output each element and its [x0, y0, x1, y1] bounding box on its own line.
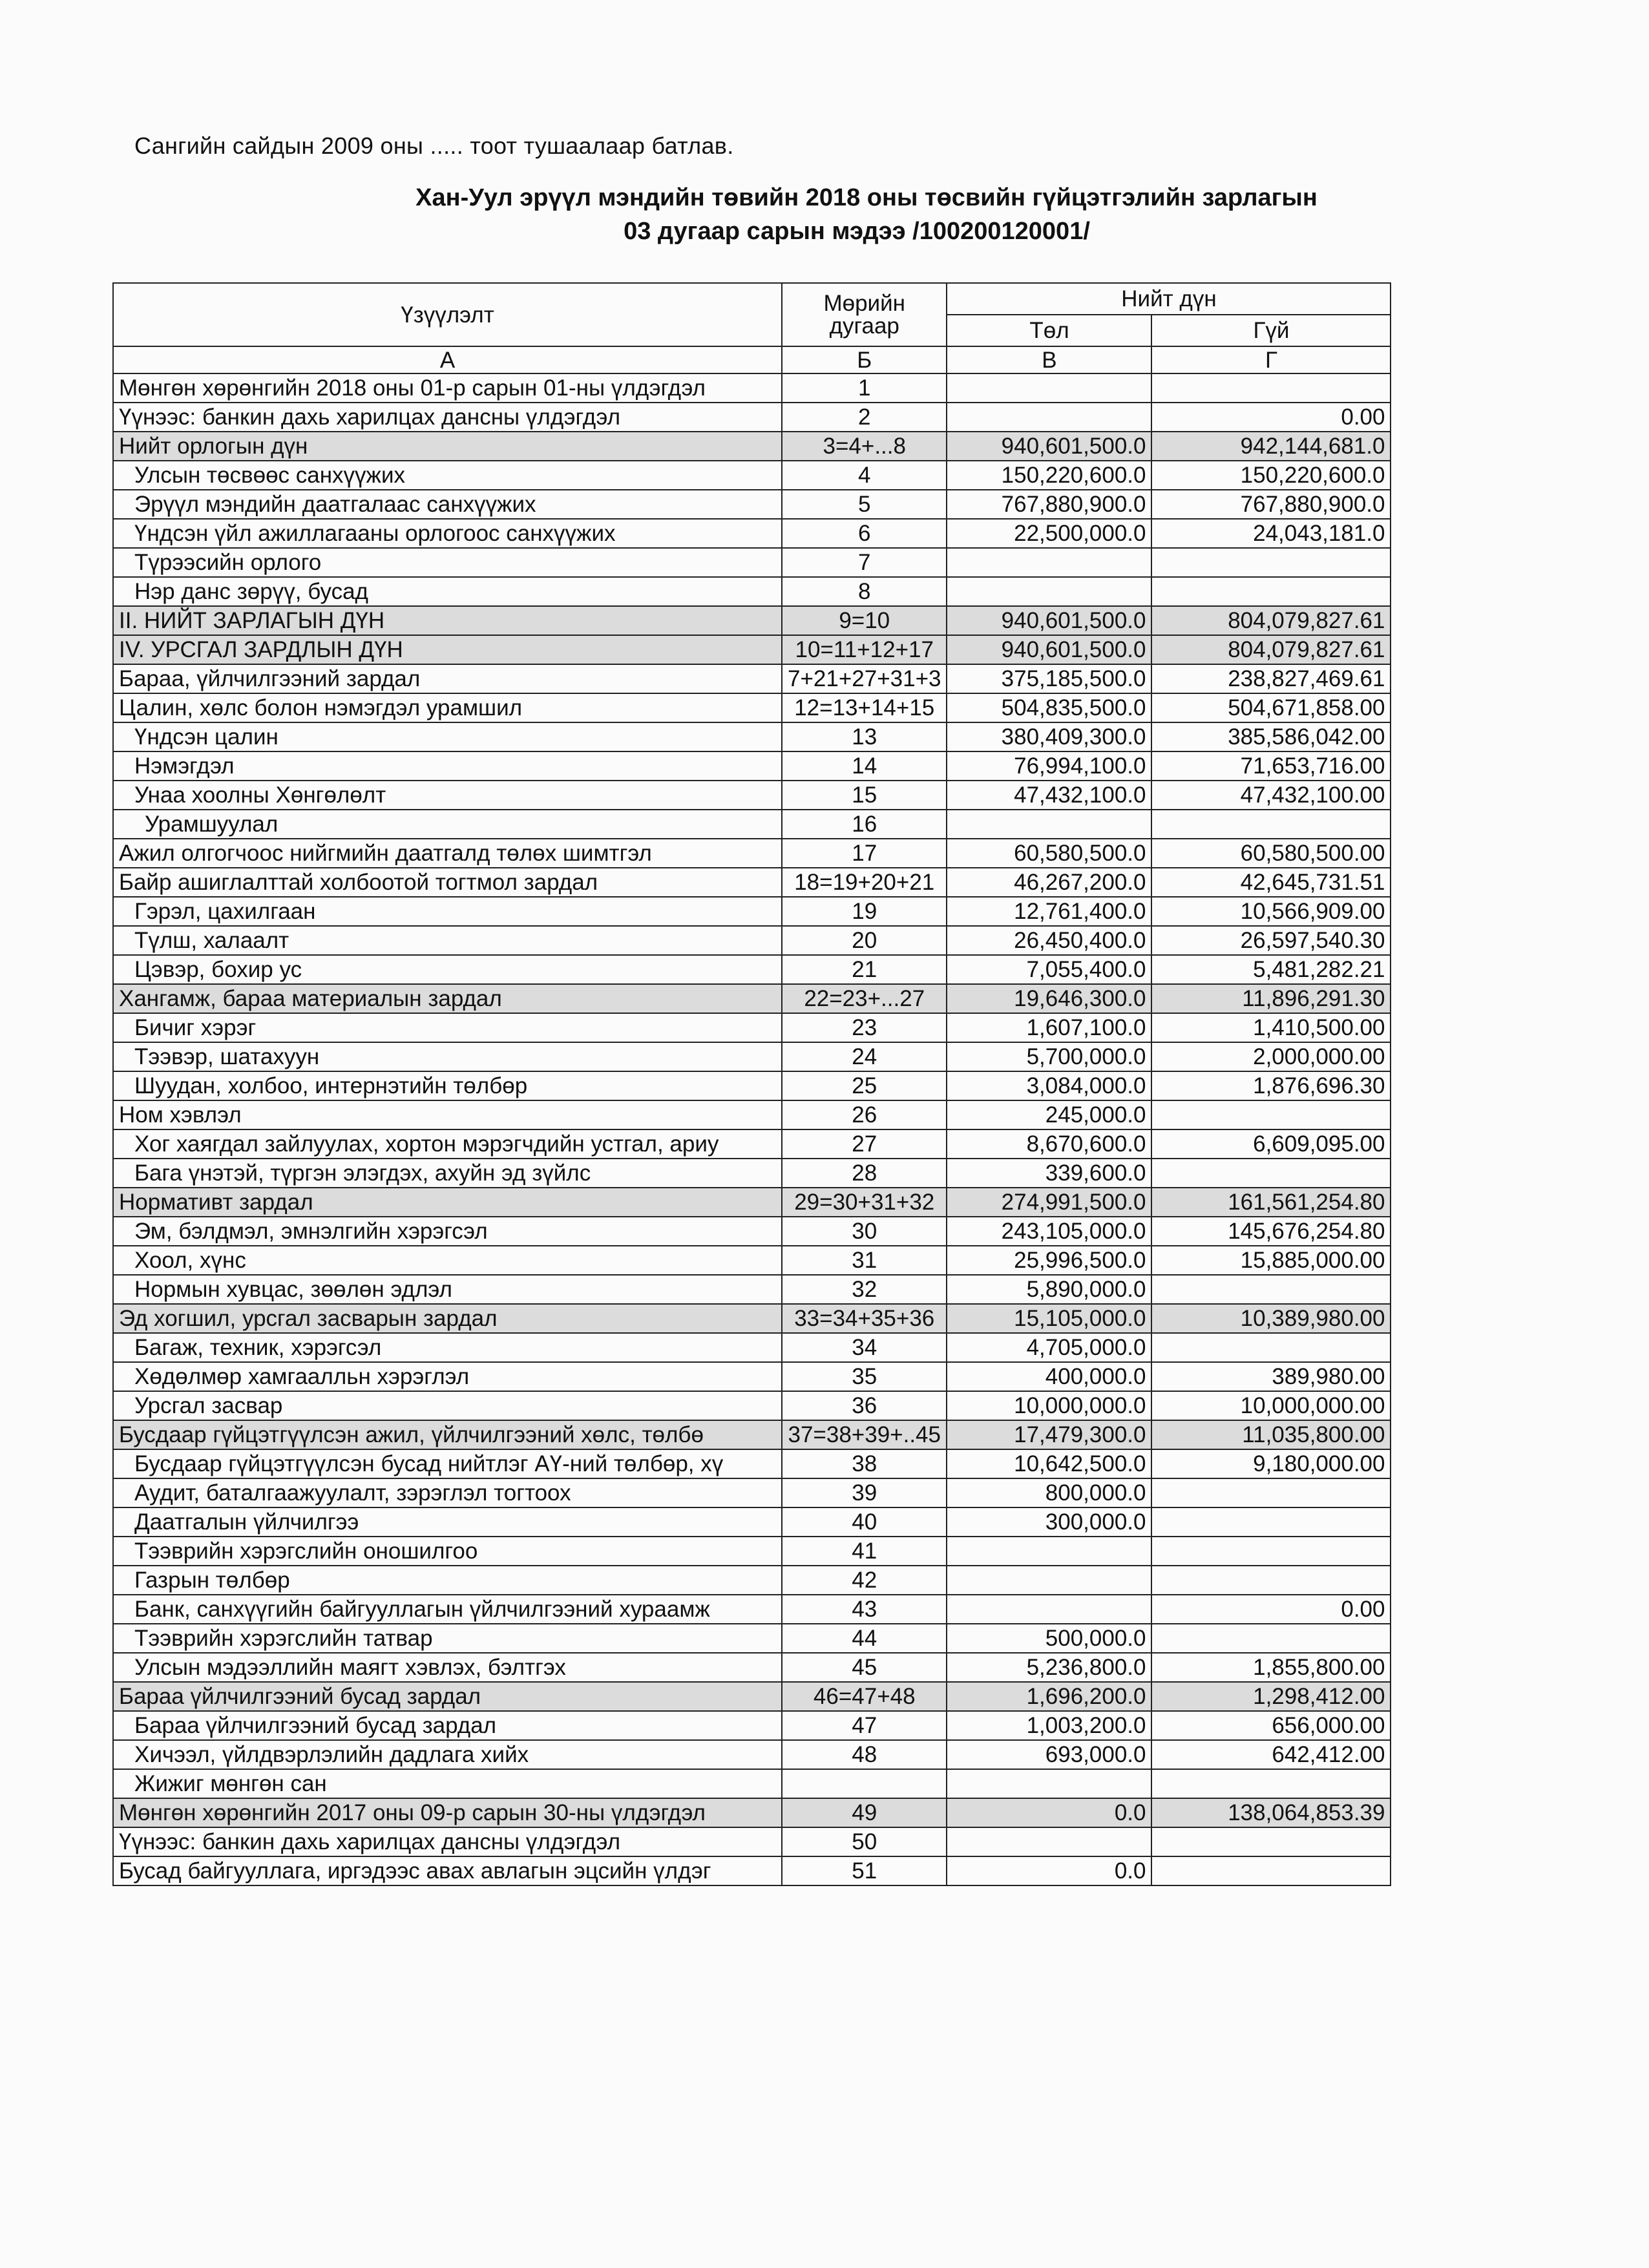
row-plan-value: [947, 1566, 1151, 1595]
row-name: Мөнгөн хөрөнгийн 2017 оны 09-р сарын 30-ны үлдэгдэл: [113, 1798, 782, 1827]
table-row: [113, 1653, 1391, 1682]
row-actual-value: 145,676,254.80: [1151, 1217, 1391, 1246]
table-row: [113, 839, 1391, 868]
header-row-number: Мөрийн дугаар: [782, 283, 947, 346]
row-name: Хоол, хүнс: [113, 1246, 782, 1275]
row-number: 28: [782, 1159, 947, 1188]
row-name: Бусдаар гүйцэтгүүлсэн ажил, үйлчилгээний хөлс, төлбө: [113, 1420, 782, 1449]
row-actual-value: [1151, 373, 1391, 403]
row-name: Ном хэвлэл: [113, 1100, 782, 1129]
row-actual-value: 0.00: [1151, 1595, 1391, 1624]
row-plan-value: [947, 1769, 1151, 1798]
row-number: 4: [782, 461, 947, 490]
row-name: Эрүүл мэндийн даатгалаас санхүүжих: [113, 490, 782, 519]
row-plan-value: 274,991,500.0: [947, 1188, 1151, 1217]
table-row: [113, 868, 1391, 897]
row-number: 31: [782, 1246, 947, 1275]
table-row: [113, 432, 1391, 461]
table-row: [113, 1188, 1391, 1217]
row-number: 10=11+12+17: [782, 635, 947, 664]
row-number: 22=23+...27: [782, 984, 947, 1013]
row-plan-value: 47,432,100.0: [947, 781, 1151, 810]
row-plan-value: 19,646,300.0: [947, 984, 1151, 1013]
row-name: Газрын төлбөр: [113, 1566, 782, 1595]
table-row: [113, 693, 1391, 722]
row-actual-value: [1151, 1275, 1391, 1304]
header-actual: Гүй: [1151, 315, 1391, 346]
row-number: 38: [782, 1449, 947, 1478]
table-row: [113, 1449, 1391, 1478]
row-name: Хөдөлмөр хамгаалльн хэрэглэл: [113, 1362, 782, 1391]
row-name: Цалин, хөлс болон нэмэгдэл урамшил: [113, 693, 782, 722]
row-actual-value: 161,561,254.80: [1151, 1188, 1391, 1217]
table-row: [113, 1740, 1391, 1769]
table-row: [113, 1507, 1391, 1537]
row-name: Нормын хувцас, зөөлөн эдлэл: [113, 1275, 782, 1304]
row-number: 44: [782, 1624, 947, 1653]
report-title: Хан-Уул эрүүл мэндийн төвийн 2018 оны төсвийн гүйцэтгэлийн зарлагын: [415, 184, 1318, 211]
letter-b: Б: [782, 346, 947, 373]
row-number: 26: [782, 1100, 947, 1129]
row-name: Үүнээс: банкин дахь харилцах дансны үлдэгдэл: [113, 403, 782, 432]
table-row: [113, 1391, 1391, 1420]
row-actual-value: 10,566,909.00: [1151, 897, 1391, 926]
row-name: Багаж, техник, хэрэгсэл: [113, 1333, 782, 1362]
row-plan-value: 380,409,300.0: [947, 722, 1151, 751]
table-row: [113, 722, 1391, 751]
table-row: [113, 1275, 1391, 1304]
row-number: 7: [782, 548, 947, 577]
row-name: Ажил олгогчоос нийгмийн даатгалд төлөх шимтгэл: [113, 839, 782, 868]
row-name: Унаа хоолны Хөнгөлөлт: [113, 781, 782, 810]
table-row: [113, 1566, 1391, 1595]
row-plan-value: 12,761,400.0: [947, 897, 1151, 926]
row-name: Банк, санхүүгийн байгууллагын үйлчилгээний хураамж: [113, 1595, 782, 1624]
row-actual-value: 385,586,042.00: [1151, 722, 1391, 751]
row-plan-value: [947, 577, 1151, 606]
row-plan-value: 8,670,600.0: [947, 1129, 1151, 1159]
row-plan-value: [947, 548, 1151, 577]
row-number: [782, 1769, 947, 1798]
table-row: [113, 1798, 1391, 1827]
row-actual-value: 389,980.00: [1151, 1362, 1391, 1391]
row-actual-value: 11,035,800.00: [1151, 1420, 1391, 1449]
letter-a: А: [113, 346, 782, 373]
header-plan: Төл: [947, 315, 1151, 346]
row-plan-value: 940,601,500.0: [947, 432, 1151, 461]
row-plan-value: 245,000.0: [947, 1100, 1151, 1129]
row-name: IV. УРСГАЛ ЗАРДЛЫН ДҮН: [113, 635, 782, 664]
row-plan-value: [947, 810, 1151, 839]
row-plan-value: 5,700,000.0: [947, 1042, 1151, 1071]
row-actual-value: 1,298,412.00: [1151, 1682, 1391, 1711]
table-row: [113, 1333, 1391, 1362]
table-row: [113, 606, 1391, 635]
row-name: Үүнээс: банкин дахь харилцах дансны үлдэгдэл: [113, 1827, 782, 1856]
table-row: [113, 490, 1391, 519]
row-plan-value: 800,000.0: [947, 1478, 1151, 1507]
row-number: 47: [782, 1711, 947, 1740]
row-actual-value: [1151, 1159, 1391, 1188]
row-plan-value: 5,236,800.0: [947, 1653, 1151, 1682]
letter-v: В: [947, 346, 1151, 373]
row-actual-value: 642,412.00: [1151, 1740, 1391, 1769]
row-name: Аудит, баталгаажуулалт, зэрэглэл тогтоох: [113, 1478, 782, 1507]
row-name: Бага үнэтэй, түргэн элэгдэх, ахуйн эд зүйлс: [113, 1159, 782, 1188]
row-number: 25: [782, 1071, 947, 1100]
row-actual-value: 804,079,827.61: [1151, 635, 1391, 664]
row-actual-value: 504,671,858.00: [1151, 693, 1391, 722]
row-actual-value: 767,880,900.0: [1151, 490, 1391, 519]
row-number: 5: [782, 490, 947, 519]
row-plan-value: 500,000.0: [947, 1624, 1151, 1653]
row-number: 35: [782, 1362, 947, 1391]
row-number: 1: [782, 373, 947, 403]
row-name: Хичээл, үйлдвэрлэлийн дадлага хийх: [113, 1740, 782, 1769]
row-name: Түлш, халаалт: [113, 926, 782, 955]
table-row: [113, 1217, 1391, 1246]
table-row: [113, 751, 1391, 781]
row-plan-value: 150,220,600.0: [947, 461, 1151, 490]
row-number: 27: [782, 1129, 947, 1159]
row-actual-value: [1151, 1333, 1391, 1362]
row-actual-value: [1151, 1769, 1391, 1798]
row-actual-value: [1151, 1827, 1391, 1856]
row-actual-value: 6,609,095.00: [1151, 1129, 1391, 1159]
row-plan-value: [947, 373, 1151, 403]
row-plan-value: 0.0: [947, 1798, 1151, 1827]
row-number: 16: [782, 810, 947, 839]
row-name: Нормативт зардал: [113, 1188, 782, 1217]
row-name: Үндсэн цалин: [113, 722, 782, 751]
row-name: Үндсэн үйл ажиллагааны орлогоос санхүүжих: [113, 519, 782, 548]
row-plan-value: 504,835,500.0: [947, 693, 1151, 722]
row-plan-value: 76,994,100.0: [947, 751, 1151, 781]
row-plan-value: 400,000.0: [947, 1362, 1151, 1391]
row-actual-value: 11,896,291.30: [1151, 984, 1391, 1013]
row-number: 9=10: [782, 606, 947, 635]
row-name: Тээврийн хэрэгслийн татвар: [113, 1624, 782, 1653]
row-number: 21: [782, 955, 947, 984]
table-row: [113, 1711, 1391, 1740]
row-name: Гэрэл, цахилгаан: [113, 897, 782, 926]
table-row: [113, 1420, 1391, 1449]
row-number: 40: [782, 1507, 947, 1537]
row-number: 46=47+48: [782, 1682, 947, 1711]
row-number: 36: [782, 1391, 947, 1420]
row-name: Эм, бэлдмэл, эмнэлгийн хэрэгсэл: [113, 1217, 782, 1246]
row-actual-value: 0.00: [1151, 403, 1391, 432]
row-actual-value: [1151, 548, 1391, 577]
row-number: 3=4+...8: [782, 432, 947, 461]
row-number: 14: [782, 751, 947, 781]
row-actual-value: 656,000.00: [1151, 1711, 1391, 1740]
table-row: [113, 1071, 1391, 1100]
row-number: 41: [782, 1537, 947, 1566]
table-row: [113, 955, 1391, 984]
row-plan-value: 26,450,400.0: [947, 926, 1151, 955]
row-name: Шуудан, холбоо, интернэтийн төлбөр: [113, 1071, 782, 1100]
column-letter-row: [113, 346, 1391, 373]
row-name: Цэвэр, бохир ус: [113, 955, 782, 984]
row-name: Жижиг мөнгөн сан: [113, 1769, 782, 1798]
row-plan-value: 940,601,500.0: [947, 606, 1151, 635]
row-actual-value: 238,827,469.61: [1151, 664, 1391, 693]
table-row: [113, 781, 1391, 810]
row-plan-value: 300,000.0: [947, 1507, 1151, 1537]
row-actual-value: 24,043,181.0: [1151, 519, 1391, 548]
row-number: 2: [782, 403, 947, 432]
row-plan-value: [947, 1595, 1151, 1624]
row-actual-value: 1,876,696.30: [1151, 1071, 1391, 1100]
row-number: 13: [782, 722, 947, 751]
table-row: [113, 635, 1391, 664]
table-row: [113, 403, 1391, 432]
row-name: II. НИЙТ ЗАРЛАГЫН ДҮН: [113, 606, 782, 635]
row-actual-value: 138,064,853.39: [1151, 1798, 1391, 1827]
row-number: 49: [782, 1798, 947, 1827]
row-actual-value: 2,000,000.00: [1151, 1042, 1391, 1071]
row-number: 33=34+35+36: [782, 1304, 947, 1333]
row-name: Бусад байгууллага, иргэдээс авах авлагын эцсийн үлдэг: [113, 1856, 782, 1885]
row-actual-value: 1,855,800.00: [1151, 1653, 1391, 1682]
row-name: Улсын мэдээллийн маягт хэвлэх, бэлтгэх: [113, 1653, 782, 1682]
row-number: 45: [782, 1653, 947, 1682]
report-subtitle: 03 дугаар сарын мэдээ /100200120001/: [624, 218, 1090, 245]
row-actual-value: 47,432,100.00: [1151, 781, 1391, 810]
row-plan-value: 375,185,500.0: [947, 664, 1151, 693]
row-plan-value: 10,000,000.0: [947, 1391, 1151, 1420]
table-row: [113, 1827, 1391, 1856]
row-plan-value: 1,696,200.0: [947, 1682, 1151, 1711]
row-name: Хог хаягдал зайлуулах, хортон мэрэгчдийн устгал, ариу: [113, 1129, 782, 1159]
row-name: Мөнгөн хөрөнгийн 2018 оны 01-р сарын 01-ны үлдэгдэл: [113, 373, 782, 403]
row-number: 17: [782, 839, 947, 868]
row-plan-value: 25,996,500.0: [947, 1246, 1151, 1275]
table-row: [113, 548, 1391, 577]
row-actual-value: [1151, 1624, 1391, 1653]
row-plan-value: 22,500,000.0: [947, 519, 1151, 548]
row-plan-value: 4,705,000.0: [947, 1333, 1151, 1362]
row-plan-value: 17,479,300.0: [947, 1420, 1151, 1449]
row-name: Нэмэгдэл: [113, 751, 782, 781]
row-number: 23: [782, 1013, 947, 1042]
row-number: 20: [782, 926, 947, 955]
row-name: Түрээсийн орлого: [113, 548, 782, 577]
row-name: Улсын төсвөөс санхүүжих: [113, 461, 782, 490]
table-row: [113, 1304, 1391, 1333]
row-number: 30: [782, 1217, 947, 1246]
row-name: Даатгалын үйлчилгээ: [113, 1507, 782, 1537]
row-actual-value: 10,000,000.00: [1151, 1391, 1391, 1420]
table-row: [113, 664, 1391, 693]
row-number: 39: [782, 1478, 947, 1507]
row-name: Хангамж, бараа материалын зардал: [113, 984, 782, 1013]
row-number: 18=19+20+21: [782, 868, 947, 897]
row-number: 15: [782, 781, 947, 810]
row-actual-value: 9,180,000.00: [1151, 1449, 1391, 1478]
row-name: Нэр данс зөрүү, бусад: [113, 577, 782, 606]
row-number: 42: [782, 1566, 947, 1595]
table-row: [113, 926, 1391, 955]
approval-note: Сангийн сайдын 2009 оны ..... тоот тушаалаар батлав.: [134, 132, 734, 159]
table-row: [113, 373, 1391, 403]
table-row: [113, 1856, 1391, 1885]
table-row: [113, 519, 1391, 548]
row-number: 6: [782, 519, 947, 548]
row-actual-value: 1,410,500.00: [1151, 1013, 1391, 1042]
row-name: Бараа үйлчилгээний бусад зардал: [113, 1682, 782, 1711]
row-number: 29=30+31+32: [782, 1188, 947, 1217]
row-plan-value: 1,607,100.0: [947, 1013, 1151, 1042]
table-row: [113, 1595, 1391, 1624]
row-name: Байр ашиглалттай холбоотой тогтмол зардал: [113, 868, 782, 897]
row-actual-value: [1151, 1856, 1391, 1885]
row-actual-value: [1151, 1478, 1391, 1507]
row-name: Урамшуулал: [113, 810, 782, 839]
row-plan-value: 1,003,200.0: [947, 1711, 1151, 1740]
row-name: Эд хогшил, урсгал засварын зардал: [113, 1304, 782, 1333]
header-indicator: Үзүүлэлт: [113, 283, 782, 346]
row-plan-value: 693,000.0: [947, 1740, 1151, 1769]
table-row: [113, 1013, 1391, 1042]
row-plan-value: 3,084,000.0: [947, 1071, 1151, 1100]
table-row: [113, 1624, 1391, 1653]
table-row: [113, 1100, 1391, 1129]
row-number: 24: [782, 1042, 947, 1071]
row-plan-value: 7,055,400.0: [947, 955, 1151, 984]
expense-report-table: [112, 282, 1391, 1886]
row-plan-value: 60,580,500.0: [947, 839, 1151, 868]
row-actual-value: 150,220,600.0: [1151, 461, 1391, 490]
row-plan-value: 243,105,000.0: [947, 1217, 1151, 1246]
row-actual-value: 15,885,000.00: [1151, 1246, 1391, 1275]
row-number: 32: [782, 1275, 947, 1304]
row-name: Бусдаар гүйцэтгүүлсэн бусад нийтлэг АҮ-ний төлбөр, хү: [113, 1449, 782, 1478]
row-plan-value: 15,105,000.0: [947, 1304, 1151, 1333]
table-row: [113, 1478, 1391, 1507]
table-row: [113, 577, 1391, 606]
row-number: 48: [782, 1740, 947, 1769]
row-plan-value: 10,642,500.0: [947, 1449, 1151, 1478]
row-plan-value: 5,890,000.0: [947, 1275, 1151, 1304]
row-actual-value: 5,481,282.21: [1151, 955, 1391, 984]
row-number: 12=13+14+15: [782, 693, 947, 722]
table-row: [113, 1129, 1391, 1159]
row-number: 8: [782, 577, 947, 606]
row-number: 7+21+27+31+3: [782, 664, 947, 693]
table-row: [113, 1159, 1391, 1188]
row-name: Тээврийн хэрэгслийн оношилгоо: [113, 1537, 782, 1566]
table-row: [113, 984, 1391, 1013]
row-name: Бараа, үйлчилгээний зардал: [113, 664, 782, 693]
row-plan-value: 46,267,200.0: [947, 868, 1151, 897]
row-plan-value: [947, 1537, 1151, 1566]
row-actual-value: 71,653,716.00: [1151, 751, 1391, 781]
row-name: Урсгал засвар: [113, 1391, 782, 1420]
table-row: [113, 1042, 1391, 1071]
table-row: [113, 1246, 1391, 1275]
table-row: [113, 1682, 1391, 1711]
row-actual-value: 60,580,500.00: [1151, 839, 1391, 868]
table-row: [113, 1769, 1391, 1798]
table-row: [113, 461, 1391, 490]
row-number: 43: [782, 1595, 947, 1624]
row-actual-value: [1151, 1507, 1391, 1537]
row-actual-value: [1151, 577, 1391, 606]
row-actual-value: 42,645,731.51: [1151, 868, 1391, 897]
row-actual-value: 942,144,681.0: [1151, 432, 1391, 461]
table-row: [113, 1362, 1391, 1391]
row-actual-value: 26,597,540.30: [1151, 926, 1391, 955]
header-total: Нийт дүн: [947, 283, 1391, 315]
row-number: 51: [782, 1856, 947, 1885]
row-name: Тээвэр, шатахуун: [113, 1042, 782, 1071]
row-plan-value: 339,600.0: [947, 1159, 1151, 1188]
row-plan-value: [947, 1827, 1151, 1856]
row-actual-value: [1151, 1537, 1391, 1566]
row-actual-value: [1151, 1566, 1391, 1595]
row-plan-value: 940,601,500.0: [947, 635, 1151, 664]
letter-g: Г: [1151, 346, 1391, 373]
row-plan-value: 767,880,900.0: [947, 490, 1151, 519]
row-number: 34: [782, 1333, 947, 1362]
row-number: 50: [782, 1827, 947, 1856]
row-actual-value: [1151, 1100, 1391, 1129]
row-actual-value: [1151, 810, 1391, 839]
row-actual-value: 804,079,827.61: [1151, 606, 1391, 635]
row-plan-value: [947, 403, 1151, 432]
row-name: Бараа үйлчилгээний бусад зардал: [113, 1711, 782, 1740]
row-name: Нийт орлогын дүн: [113, 432, 782, 461]
row-number: 19: [782, 897, 947, 926]
row-number: 37=38+39+..45: [782, 1420, 947, 1449]
row-name: Бичиг хэрэг: [113, 1013, 782, 1042]
table-row: [113, 897, 1391, 926]
table-row: [113, 810, 1391, 839]
table-row: [113, 1537, 1391, 1566]
row-actual-value: 10,389,980.00: [1151, 1304, 1391, 1333]
row-plan-value: 0.0: [947, 1856, 1151, 1885]
